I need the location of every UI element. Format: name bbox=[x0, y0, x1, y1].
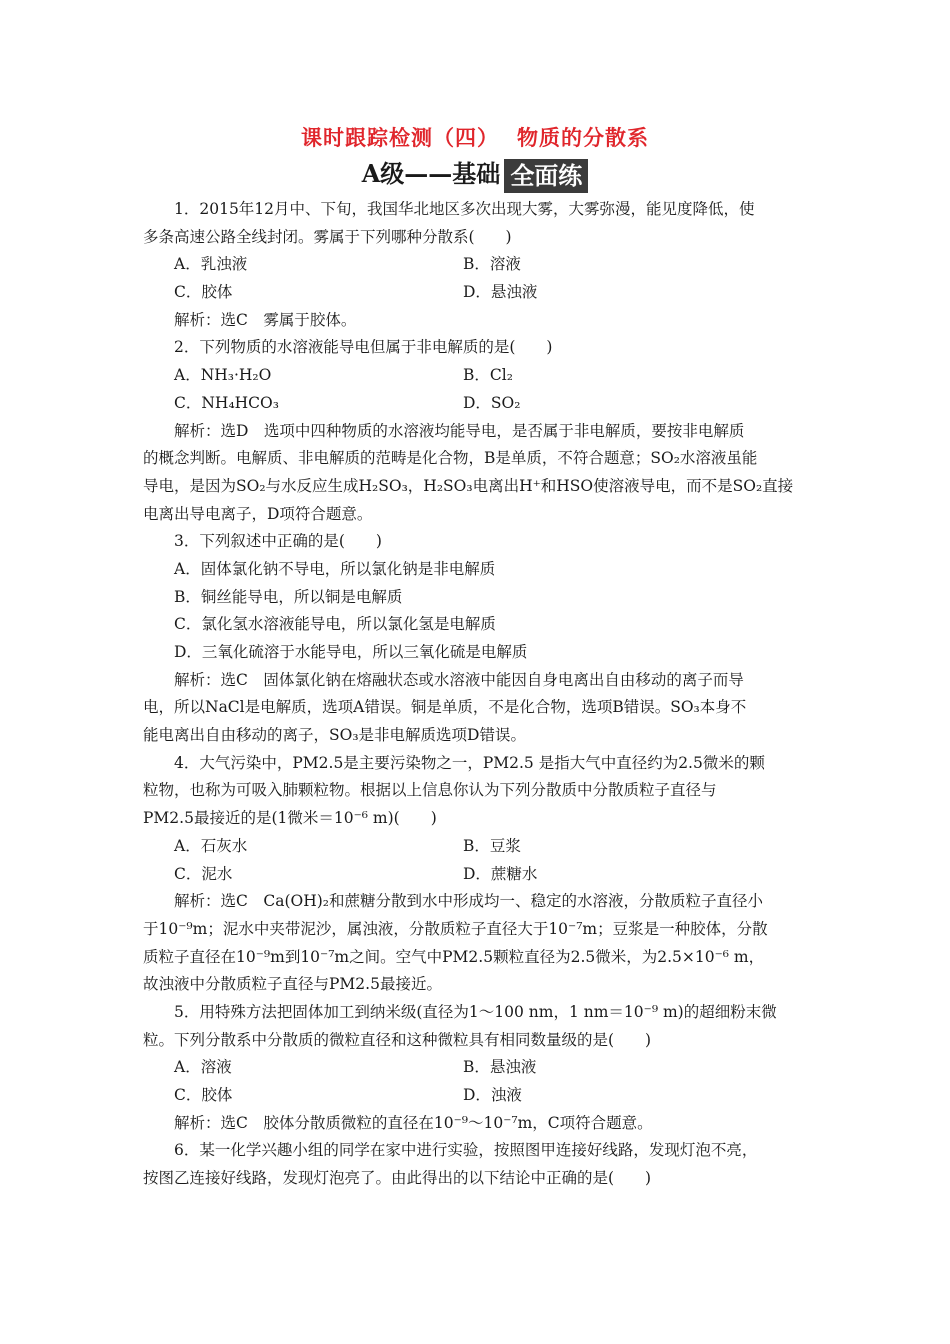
text-line: 6．某一化学兴趣小组的同学在家中进行实验，按照图甲连接好线路，发现灯泡不亮， bbox=[174, 1141, 758, 1160]
level-text: A级——基础 bbox=[361, 159, 501, 188]
text-line: 粒。下列分散系中分散质的微粒直径和这种微粒具有相同数量级的是( ) bbox=[143, 1030, 652, 1049]
title-main: 课时跟踪检测（四） bbox=[301, 125, 499, 150]
text-line: 2．下列物质的水溶液能导电但属于非电解质的是( ) bbox=[174, 338, 553, 357]
text-line: 4．大气污染中，PM2.5是主要污染物之一，PM2.5 是指大气中直径约为2.5微米的颗 bbox=[174, 753, 765, 772]
options-row bbox=[143, 833, 815, 861]
option-text: A．乳浊液 bbox=[174, 255, 248, 274]
option-text: C．胶体 bbox=[174, 283, 233, 302]
options-row bbox=[143, 861, 815, 889]
options-row bbox=[143, 251, 815, 279]
text-line: 电，所以NaCl是电解质，选项A错误。铜是单质，不是化合物，选项B错误。SO₃本身不 bbox=[143, 698, 747, 717]
level-heading bbox=[0, 154, 950, 193]
option-text: D．蔗糖水 bbox=[463, 864, 538, 883]
options-row bbox=[143, 1082, 815, 1110]
option-text: C．胶体 bbox=[174, 1086, 233, 1104]
options-row bbox=[143, 362, 815, 390]
text-line: PM2.5最接近的是(1微米＝10⁻⁶ m)( ) bbox=[143, 809, 437, 828]
text-line: 于10⁻⁹m；泥水中夹带泥沙，属浊液，分散质粒子直径大于10⁻⁷m；豆浆是一种胶体，分散 bbox=[143, 919, 768, 938]
title-sub: 物质的分散系 bbox=[517, 125, 649, 150]
option-text: C．泥水 bbox=[174, 864, 233, 883]
text-line: 解析：选C 固体氯化钠在熔融状态或水溶液中能因自身电离出自由移动的离子而导 bbox=[174, 670, 744, 689]
text-line: 导电，是因为SO₂与水反应生成H₂SO₃，H₂SO₃电离出H⁺和HSO使溶液导电，而不是SO₂直接 bbox=[143, 476, 794, 495]
text-line: 1．2015年12月中、下旬，我国华北地区多次出现大雾，大雾弥漫，能见度降低，使 bbox=[174, 200, 755, 218]
text-line: 粒物，也称为可吸入肺颗粒物。根据以上信息你认为下列分散质中分散质粒子直径与 bbox=[143, 781, 717, 800]
option-text: A．NH₃·H₂O bbox=[174, 366, 272, 385]
option-text: D．悬浊液 bbox=[463, 283, 538, 302]
text-line: 电离出导电离子，D项符合题意。 bbox=[143, 504, 373, 523]
text-line: 解析：选C 雾属于胶体。 bbox=[174, 310, 357, 329]
options-row bbox=[143, 279, 815, 307]
text-line: 解析：选C Ca(OH)₂和蔗糖分散到水中形成均一、稳定的水溶液，分散质粒子直径小 bbox=[174, 892, 763, 911]
option-text: D．SO₂ bbox=[463, 393, 521, 412]
text-line: C．氯化氢水溶液能导电，所以氯化氢是电解质 bbox=[174, 615, 496, 634]
options-row bbox=[143, 390, 815, 418]
text-line: 质粒子直径在10⁻⁹m到10⁻⁷m之间。空气中PM2.5颗粒直径为2.5微米，为2.5×10⁻⁶ m， bbox=[143, 947, 765, 966]
question-content bbox=[143, 196, 815, 1193]
text-line: 能电离出自由移动的离子，SO₃是非电解质选项D错误。 bbox=[143, 726, 526, 745]
text-line: B．铜丝能导电，所以铜是电解质 bbox=[174, 587, 403, 606]
options-row bbox=[143, 1054, 815, 1082]
text-line: 解析：选C 胶体分散质微粒的直径在10⁻⁹～10⁻⁷m，C项符合题意。 bbox=[174, 1113, 653, 1132]
option-text: B．Cl₂ bbox=[463, 366, 513, 385]
text-line: 解析：选D 选项中四种物质的水溶液均能导电，是否属于非电解质，要按非电解质 bbox=[174, 421, 745, 440]
text-line: 5．用特殊方法把固体加工到纳米级(直径为1～100 nm，1 nm＝10⁻⁹ m)的超细粉末微 bbox=[174, 1002, 777, 1021]
level-badge: 全面练 bbox=[504, 159, 588, 193]
option-text: D．浊液 bbox=[463, 1086, 522, 1104]
text-line: A．固体氯化钠不导电，所以氯化钠是非电解质 bbox=[174, 559, 496, 578]
text-line: 3．下列叙述中正确的是( ) bbox=[174, 532, 382, 551]
option-text: A．溶液 bbox=[174, 1058, 232, 1077]
text-line: 故浊液中分散质粒子直径与PM2.5最接近。 bbox=[143, 975, 442, 994]
option-text: A．石灰水 bbox=[174, 836, 248, 855]
option-text: B．溶液 bbox=[463, 255, 521, 274]
option-text: B．悬浊液 bbox=[463, 1058, 537, 1077]
page-title bbox=[0, 122, 950, 152]
text-line: D．三氧化硫溶于水能导电，所以三氧化硫是电解质 bbox=[174, 643, 528, 661]
option-text: B．豆浆 bbox=[463, 836, 521, 855]
text-line: 的概念判断。电解质、非电解质的范畴是化合物，B是单质，不符合题意；SO₂水溶液虽能 bbox=[143, 449, 758, 468]
text-line: 多条高速公路全线封闭。雾属于下列哪种分散系( ) bbox=[143, 227, 512, 246]
option-text: C．NH₄HCO₃ bbox=[174, 393, 279, 412]
text-line: 按图乙连接好线路，发现灯泡亮了。由此得出的以下结论中正确的是( ) bbox=[143, 1169, 652, 1188]
